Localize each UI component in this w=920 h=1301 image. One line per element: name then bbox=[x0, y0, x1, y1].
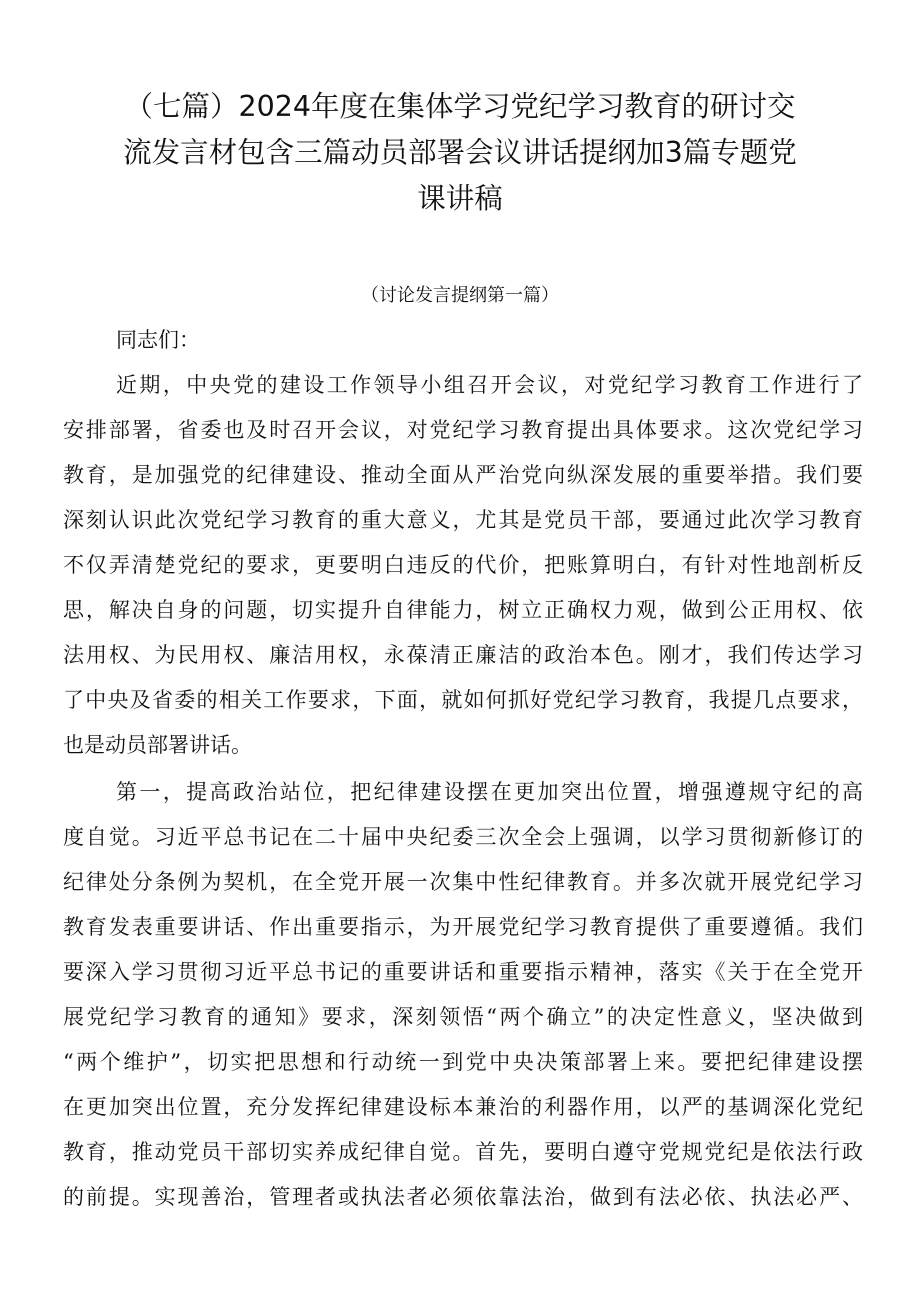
paragraph-2-line: “两个维护”，切实把思想和行动统一到党中央决策部署上来。要把纪律建设摆 bbox=[63, 1050, 863, 1074]
document-title-line-1: （七篇）2024年度在集体学习党纪学习教育的研讨交 bbox=[124, 90, 796, 123]
paragraph-1-line: 了中央及省委的相关工作要求，下面，就如何抓好党纪学习教育，我提几点要求， bbox=[63, 688, 863, 712]
paragraph-2-line: 教育，推动党员干部切实养成纪律自觉。首先，要明白遵守党规党纪是依法行政 bbox=[63, 1140, 863, 1164]
document-title-line-3: 课讲稿 bbox=[417, 182, 503, 215]
paragraph-2-line: 纪律处分条例为契机，在全党开展一次集中性纪律教育。并多次就开展党纪学习 bbox=[63, 870, 863, 894]
paragraph-2-line: 第一，提高政治站位，把纪律建设摆在更加突出位置，增强遵规守纪的高 bbox=[116, 780, 863, 804]
salutation: 同志们： bbox=[116, 328, 200, 352]
paragraph-1-line: 不仅弄清楚党纪的要求，更要明白违反的代价，把账算明白，有针对性地剖析反 bbox=[63, 553, 863, 577]
document-title-line-2: 流发言材包含三篇动员部署会议讲话提纲加3篇专题党 bbox=[123, 136, 797, 169]
paragraph-2-line: 度自觉。习近平总书记在二十届中央纪委三次全会上强调，以学习贯彻新修订的 bbox=[63, 825, 863, 849]
paragraph-2-line: 在更加突出位置，充分发挥纪律建设标本兼治的利器作用，以严的基调深化党纪 bbox=[63, 1095, 863, 1119]
document-subtitle: （讨论发言提纲第一篇） bbox=[361, 285, 559, 306]
paragraph-1-line: 教育，是加强党的纪律建设、推动全面从严治党向纵深发展的重要举措。我们要 bbox=[63, 463, 863, 487]
paragraph-2-line: 要深入学习贯彻习近平总书记的重要讲话和重要指示精神，落实《关于在全党开 bbox=[63, 960, 863, 984]
paragraph-2-line: 展党纪学习教育的通知》要求，深刻领悟“两个确立”的决定性意义，坚决做到 bbox=[63, 1005, 863, 1029]
paragraph-1-line: 法用权、为民用权、廉洁用权，永葆清正廉洁的政治本色。刚才，我们传达学习 bbox=[63, 643, 863, 667]
paragraph-1-line: 安排部署，省委也及时召开会议，对党纪学习教育提出具体要求。这次党纪学习 bbox=[63, 418, 863, 442]
paragraph-1-line: 深刻认识此次党纪学习教育的重大意义，尤其是党员干部，要通过此次学习教育 bbox=[63, 508, 863, 532]
paragraph-1-line: 思，解决自身的问题，切实提升自律能力，树立正确权力观，做到公正用权、依 bbox=[63, 598, 863, 622]
paragraph-2-line: 的前提。实现善治，管理者或执法者必须依靠法治，做到有法必依、执法必严、 bbox=[63, 1185, 863, 1209]
paragraph-1-line: 近期，中央党的建设工作领导小组召开会议，对党纪学习教育工作进行了 bbox=[116, 373, 863, 397]
paragraph-2-line: 教育发表重要讲话、作出重要指示，为开展党纪学习教育提供了重要遵循。我们 bbox=[63, 915, 863, 939]
paragraph-1-line: 也是动员部署讲话。 bbox=[63, 733, 252, 757]
